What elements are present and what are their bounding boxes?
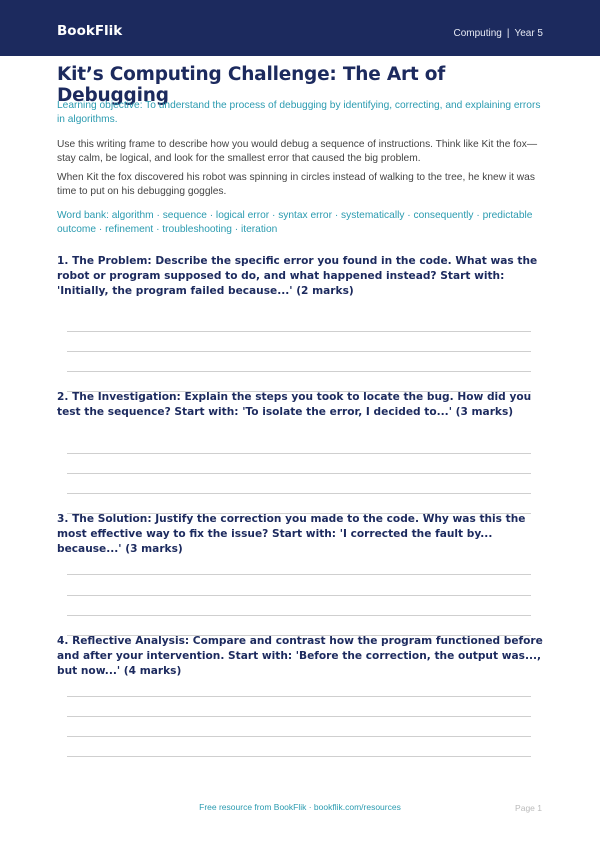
question-2: 2. The Investigation: Explain the steps you took to locate the bug. How did you test the sequence? Start with: 'To isolate the error, I decided to...' (3 marks) bbox=[57, 391, 532, 418]
learning-objective: Learning objective: To understand the process of debugging by identifying, correcting, and explaining errors in algorithms. bbox=[57, 100, 541, 125]
answer-line[interactable] bbox=[67, 371, 531, 372]
subject-year-label bbox=[453, 28, 543, 39]
intro-text: Use this writing frame to describe how you would debug a sequence of instructions. Think like Kit the fox—stay calm, be logical, and look for the smallest error that caused the big problem. bbox=[57, 139, 538, 164]
site-header bbox=[0, 0, 600, 56]
word-bank: Word bank: algorithm · sequence · logical error · syntax error · systematically · consequently · predictable outcome · refinement · troubleshooting · iteration bbox=[57, 210, 533, 235]
answer-line[interactable] bbox=[67, 351, 531, 352]
page-title: Kit’s Computing Challenge: The Art of Debugging bbox=[57, 64, 446, 106]
answer-line[interactable] bbox=[67, 473, 531, 474]
question-3: 3. The Solution: Justify the correction you made to the code. Why was this the most effective way to fix the issue? Start with: 'I corrected the fault by... because...' (3 marks) bbox=[57, 513, 526, 555]
answer-line[interactable] bbox=[67, 756, 531, 757]
answer-line[interactable] bbox=[67, 331, 531, 332]
year-label: Year 5 bbox=[514, 28, 543, 39]
answer-line[interactable] bbox=[67, 595, 531, 596]
answer-line[interactable] bbox=[67, 615, 531, 616]
separator: | bbox=[506, 28, 510, 39]
answer-line[interactable] bbox=[67, 574, 531, 575]
answer-line[interactable] bbox=[67, 453, 531, 454]
question-1: 1. The Problem: Describe the specific error you found in the code. What was the robot or program supposed to do, and what happened instead? Start with: 'Initially, the program failed because...' (2 marks) bbox=[57, 255, 538, 297]
page-number: Page 1 bbox=[515, 803, 542, 813]
footer-resource-link[interactable]: Free resource from BookFlik · bookflik.com/resources bbox=[199, 802, 401, 812]
question-4: 4. Reflective Analysis: Compare and contrast how the program functioned before and after your intervention. Start with: 'Before the correction, the output was..., but now...' (4 marks) bbox=[57, 635, 543, 677]
subject-label: Computing bbox=[453, 28, 502, 39]
answer-line[interactable] bbox=[67, 493, 531, 494]
answer-line[interactable] bbox=[67, 736, 531, 737]
story-text: When Kit the fox discovered his robot was spinning in circles instead of walking to the tree, he knew it was time to put on his debugging goggles. bbox=[57, 172, 535, 197]
answer-line[interactable] bbox=[67, 716, 531, 717]
brand-logo[interactable]: BookFlik bbox=[57, 23, 123, 39]
answer-line[interactable] bbox=[67, 696, 531, 697]
